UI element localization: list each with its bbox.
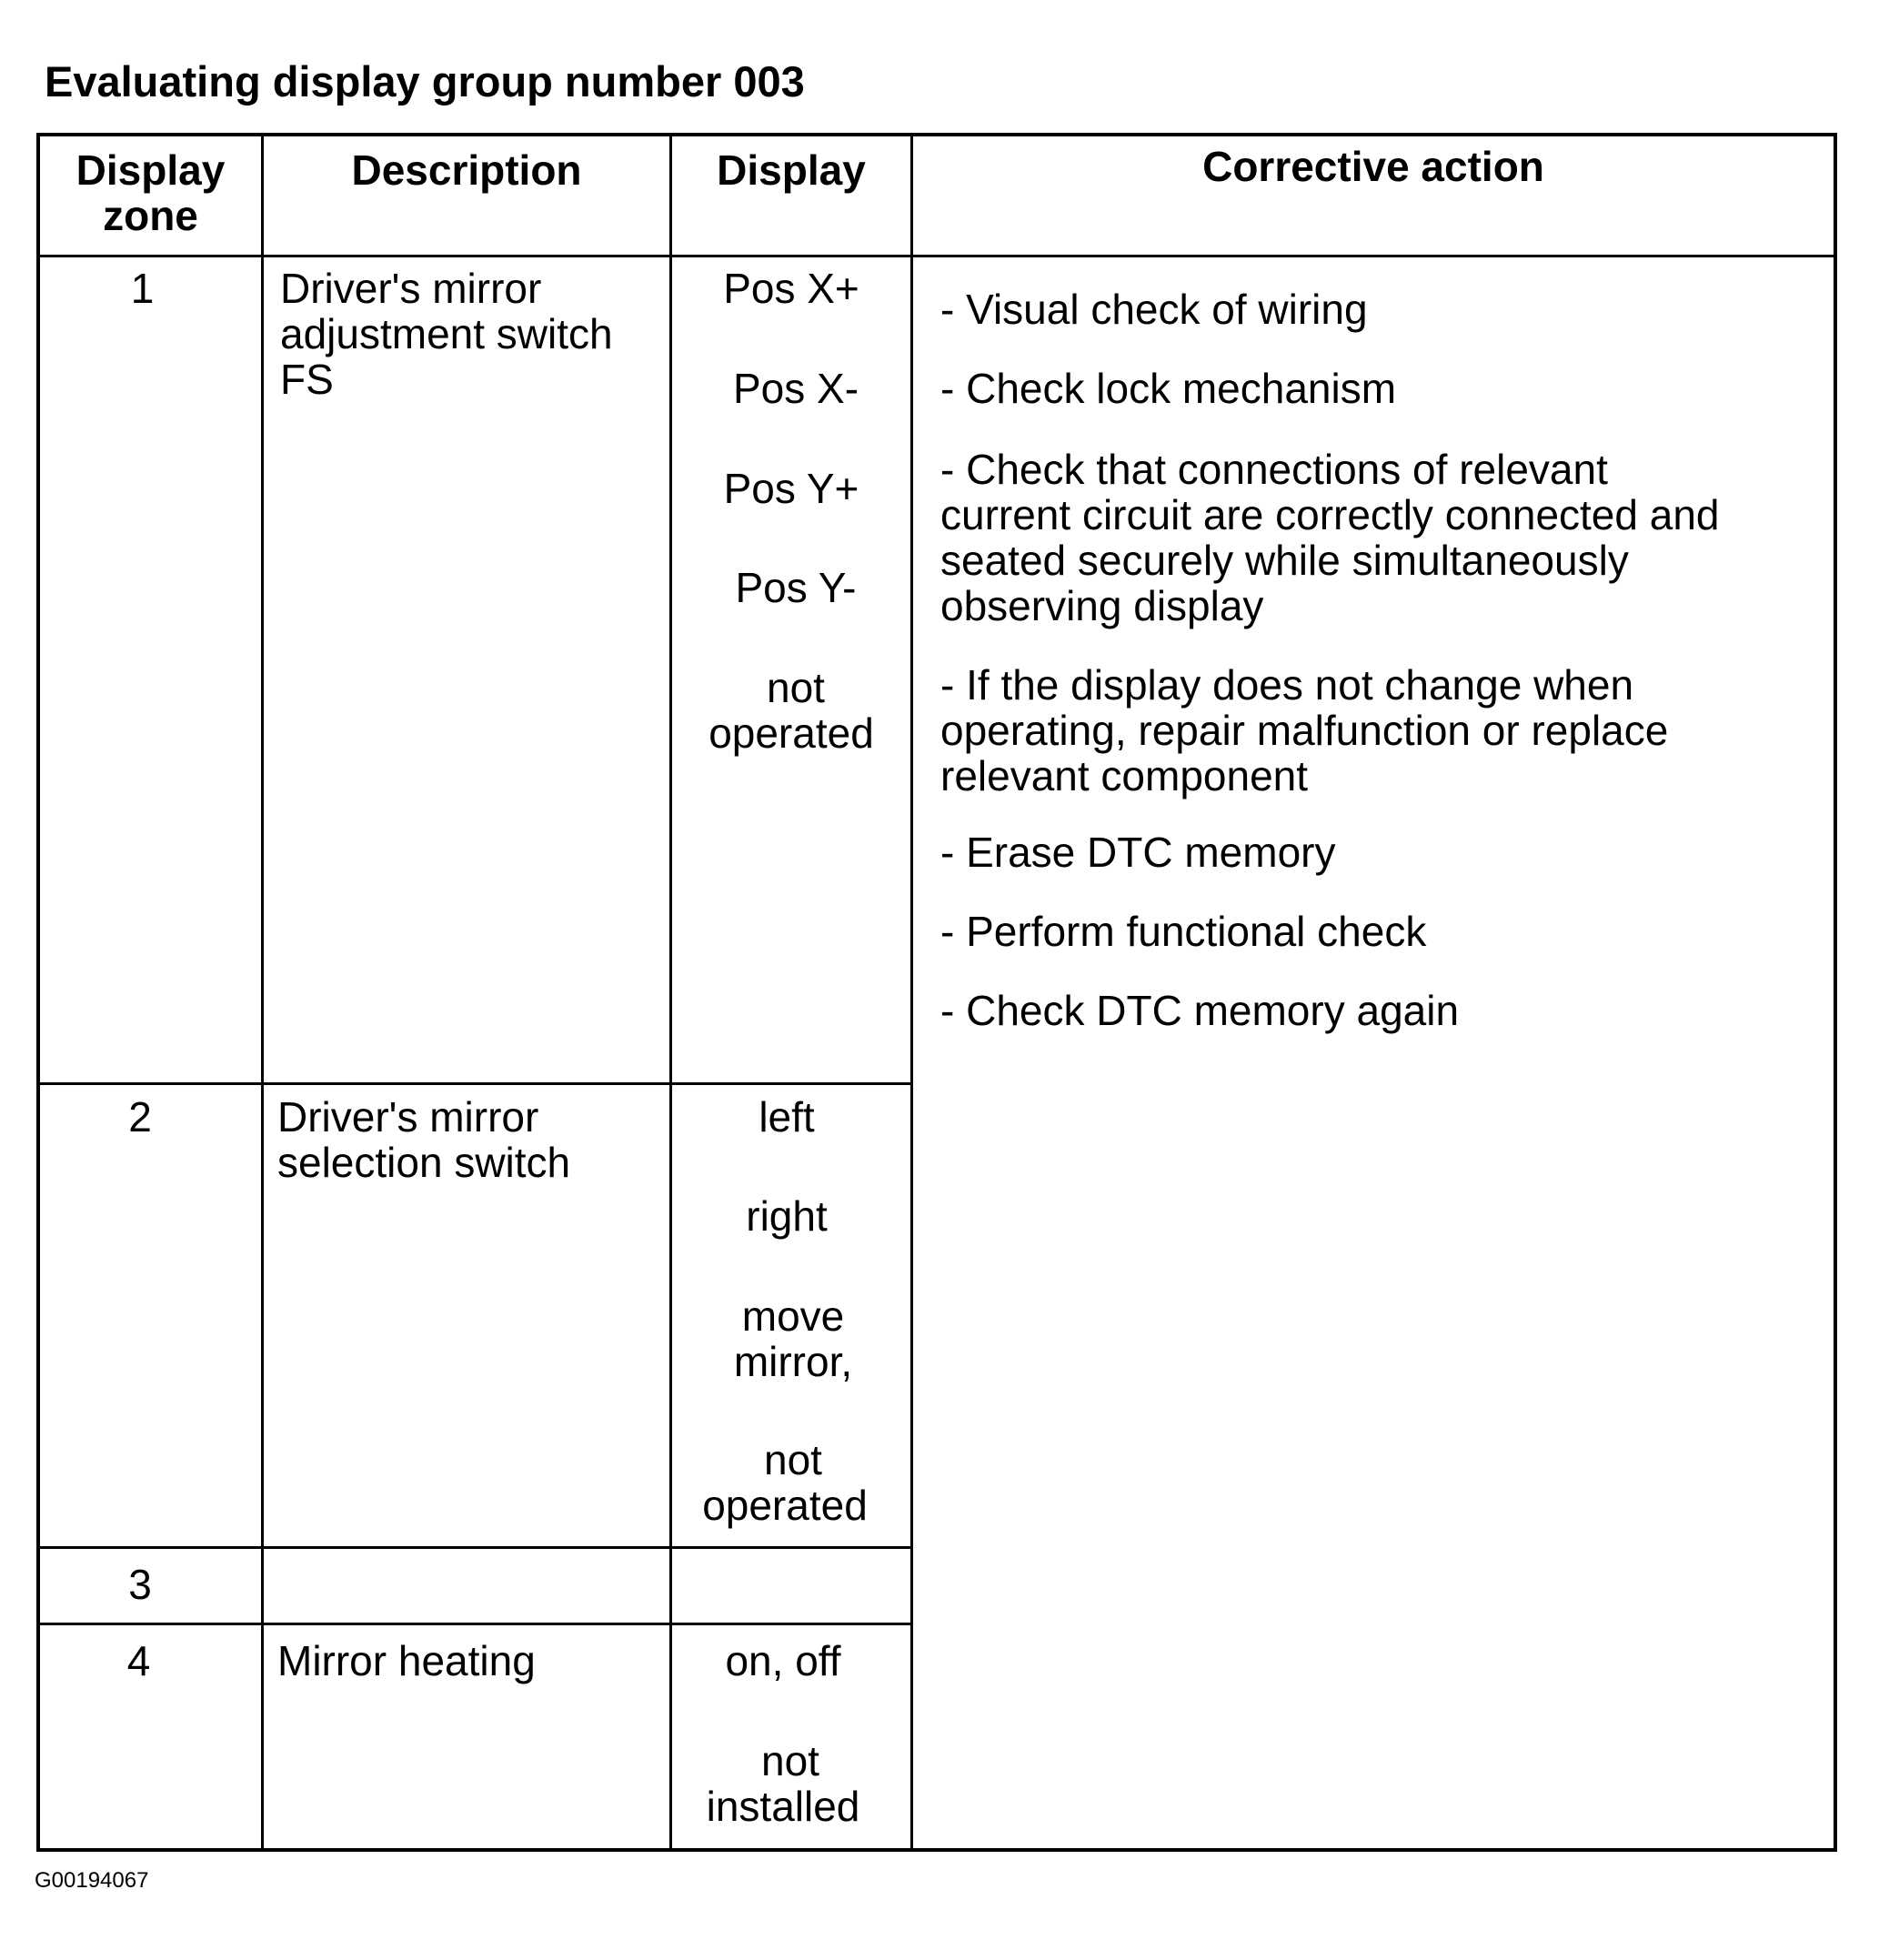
description-cell-1 xyxy=(280,266,613,402)
display-value xyxy=(674,1293,912,1384)
display-value: Pos X+ xyxy=(723,265,859,312)
header-divider xyxy=(40,255,1834,257)
display-value-line: not xyxy=(761,1737,819,1784)
display-value-line: not xyxy=(767,664,825,711)
display-value-line: move xyxy=(741,1292,845,1340)
display-value: left xyxy=(759,1093,815,1141)
row-divider xyxy=(40,1623,910,1625)
description-line: Driver's mirror xyxy=(280,265,542,312)
header-description: Description xyxy=(351,146,582,194)
header-corrective-action: Corrective action xyxy=(1202,143,1544,190)
zone-cell-4: 4 xyxy=(126,1637,151,1684)
display-value: installed xyxy=(706,1783,860,1830)
description-line: selection switch xyxy=(277,1139,571,1186)
corrective-action-item xyxy=(940,662,1668,799)
description-cell-2 xyxy=(277,1094,570,1185)
display-value xyxy=(674,1437,912,1483)
zone-cell-2: 2 xyxy=(128,1093,152,1141)
corrective-action-item: - Check DTC memory again xyxy=(940,987,1460,1034)
column-divider xyxy=(669,136,672,1848)
display-value: right xyxy=(746,1192,828,1240)
header-display: Display xyxy=(717,146,866,194)
column-divider xyxy=(261,136,264,1848)
corrective-action-item: - Visual check of wiring xyxy=(940,286,1368,333)
corrective-action-line: relevant component xyxy=(940,752,1309,799)
display-value xyxy=(671,1738,909,1784)
header-display-zone-line2: zone xyxy=(103,192,198,239)
display-value: Pos Y+ xyxy=(723,465,859,512)
corrective-action-line: operating, repair malfunction or replace xyxy=(940,707,1669,754)
row-divider xyxy=(40,1082,910,1085)
display-value xyxy=(677,665,915,710)
display-value: Pos X- xyxy=(732,365,859,412)
figure-code: G00194067 xyxy=(35,1868,149,1893)
display-value: operated xyxy=(702,1482,868,1529)
description-cell-4: Mirror heating xyxy=(277,1637,536,1684)
header-display-zone-line1: Display xyxy=(75,146,226,194)
corrective-action-line: observing display xyxy=(940,582,1264,629)
zone-cell-3: 3 xyxy=(128,1561,152,1608)
description-line: FS xyxy=(280,356,334,403)
display-group-table xyxy=(36,133,1837,1852)
zone-cell-1: 1 xyxy=(130,265,155,312)
corrective-action-line: - If the display does not change when xyxy=(940,661,1634,709)
display-value-line: not xyxy=(764,1436,822,1483)
corrective-action-line: current circuit are correctly connected and xyxy=(940,491,1720,538)
display-value: operated xyxy=(708,709,874,757)
description-line: Driver's mirror xyxy=(277,1093,539,1141)
header-display-zone xyxy=(40,147,261,238)
display-value: on, off xyxy=(725,1637,841,1684)
display-value: Pos Y- xyxy=(735,564,857,611)
page-title: Evaluating display group number 003 xyxy=(45,57,805,106)
description-line: adjustment switch xyxy=(280,310,613,357)
corrective-action-item xyxy=(940,447,1720,628)
row-divider xyxy=(40,1546,910,1549)
corrective-action-item: - Perform functional check xyxy=(940,908,1427,955)
display-value-line: mirror, xyxy=(733,1338,853,1385)
corrective-action-item: - Check lock mechanism xyxy=(940,365,1397,412)
corrective-action-line: - Check that connections of relevant xyxy=(940,446,1608,493)
corrective-action-line: seated securely while simultaneously xyxy=(940,537,1629,584)
corrective-action-item: - Erase DTC memory xyxy=(940,829,1336,876)
